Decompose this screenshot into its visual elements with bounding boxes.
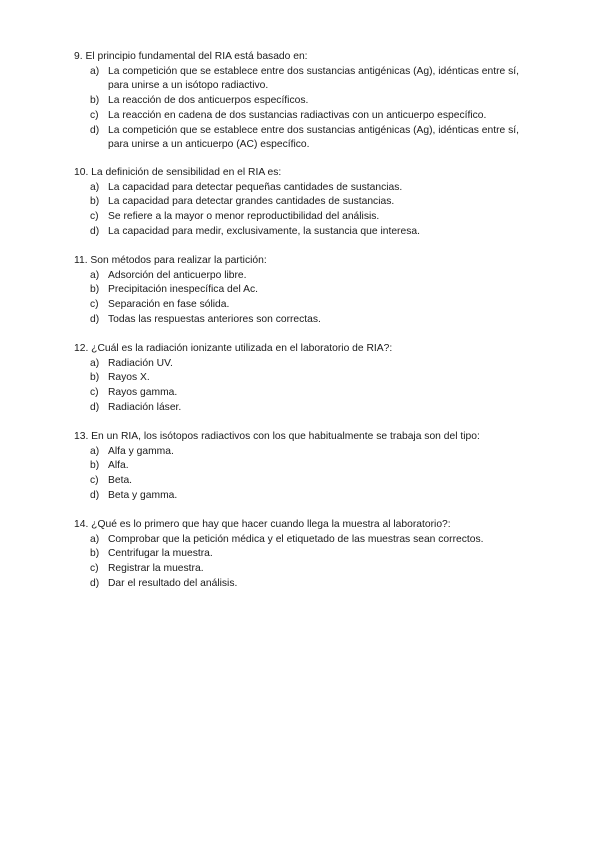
question-stem: 9. El principio fundamental del RIA está basado en: bbox=[74, 51, 308, 62]
option-letter: b) bbox=[90, 284, 100, 296]
option-b bbox=[74, 371, 524, 386]
option-letter: d) bbox=[90, 489, 100, 501]
option-text: Beta y gamma. bbox=[108, 489, 178, 501]
option-text: Se refiere a la mayor o menor reproductibilidad del análisis. bbox=[108, 211, 380, 223]
option-text: La competición que se establece entre dos sustancias antigénicas (Ag), idénticas entre sí, para unirse a un isótopo radiactivo. bbox=[108, 65, 519, 92]
option-letter: c) bbox=[90, 475, 99, 487]
option-letter: c) bbox=[90, 211, 99, 223]
option-letter: a) bbox=[90, 357, 100, 369]
option-letter: d) bbox=[90, 313, 100, 325]
option-a bbox=[74, 65, 524, 94]
option-a bbox=[74, 445, 524, 460]
option-text: La competición que se establece entre dos sustancias antigénicas (Ag), idénticas entre sí, para unirse a un anticuerpo (AC) específico. bbox=[108, 124, 519, 151]
option-b bbox=[74, 94, 524, 109]
option-letter: d) bbox=[90, 225, 100, 237]
option-c bbox=[74, 562, 524, 577]
option-letter: d) bbox=[90, 124, 100, 136]
option-a bbox=[74, 181, 524, 196]
option-text: Alfa. bbox=[108, 460, 129, 472]
option-text: Registrar la muestra. bbox=[108, 563, 204, 575]
question-11 bbox=[74, 254, 524, 328]
option-text: Alfa y gamma. bbox=[108, 445, 174, 457]
option-b bbox=[74, 195, 524, 210]
option-letter: b) bbox=[90, 548, 100, 560]
option-c bbox=[74, 109, 524, 124]
option-letter: a) bbox=[90, 445, 100, 457]
options-list bbox=[74, 357, 524, 416]
option-letter: b) bbox=[90, 460, 100, 472]
option-letter: b) bbox=[90, 372, 100, 384]
option-letter: a) bbox=[90, 269, 100, 281]
option-text: Precipitación inespecífica del Ac. bbox=[108, 284, 258, 296]
option-text: Beta. bbox=[108, 475, 133, 487]
option-b bbox=[74, 547, 524, 562]
option-a bbox=[74, 269, 524, 284]
question-12 bbox=[74, 342, 524, 416]
option-d bbox=[74, 489, 524, 504]
options-list bbox=[74, 533, 524, 592]
option-d bbox=[74, 124, 524, 153]
option-c bbox=[74, 474, 524, 489]
option-text: Comprobar que la petición médica y el etiquetado de las muestras sean correctos. bbox=[108, 533, 484, 545]
option-c bbox=[74, 298, 524, 313]
option-d bbox=[74, 225, 524, 240]
option-text: Adsorción del anticuerpo libre. bbox=[108, 269, 247, 281]
option-text: La capacidad para detectar pequeñas cantidades de sustancias. bbox=[108, 181, 403, 193]
option-d bbox=[74, 313, 524, 328]
options-list bbox=[74, 65, 524, 153]
question-stem: 12. ¿Cuál es la radiación ionizante utilizada en el laboratorio de RIA?: bbox=[74, 343, 393, 354]
option-text: Radiación láser. bbox=[108, 401, 182, 413]
option-text: Separación en fase sólida. bbox=[108, 299, 230, 311]
question-9 bbox=[74, 50, 524, 153]
question-14 bbox=[74, 518, 524, 592]
option-text: La reacción de dos anticuerpos específicos. bbox=[108, 95, 309, 107]
question-10 bbox=[74, 166, 524, 240]
question-stem: 10. La definición de sensibilidad en el RIA es: bbox=[74, 167, 282, 178]
option-letter: d) bbox=[90, 577, 100, 589]
option-text: Dar el resultado del análisis. bbox=[108, 577, 238, 589]
option-letter: a) bbox=[90, 533, 100, 545]
option-letter: d) bbox=[90, 401, 100, 413]
option-text: La capacidad para detectar grandes cantidades de sustancias. bbox=[108, 196, 395, 208]
option-c bbox=[74, 210, 524, 225]
option-letter: c) bbox=[90, 109, 99, 121]
option-text: Todas las respuestas anteriores son correctas. bbox=[108, 313, 321, 325]
options-list bbox=[74, 269, 524, 328]
option-text: La reacción en cadena de dos sustancias radiactivas con un anticuerpo específico. bbox=[108, 109, 487, 121]
option-letter: a) bbox=[90, 181, 100, 193]
option-d bbox=[74, 401, 524, 416]
question-stem: 11. Son métodos para realizar la partición: bbox=[74, 255, 267, 266]
option-text: Rayos X. bbox=[108, 372, 150, 384]
question-13 bbox=[74, 430, 524, 504]
option-letter: c) bbox=[90, 563, 99, 575]
option-letter: a) bbox=[90, 65, 100, 77]
option-d bbox=[74, 577, 524, 592]
options-list bbox=[74, 445, 524, 504]
option-b bbox=[74, 283, 524, 298]
option-text: Radiación UV. bbox=[108, 357, 173, 369]
option-letter: c) bbox=[90, 387, 99, 399]
option-a bbox=[74, 533, 524, 548]
options-list bbox=[74, 181, 524, 240]
question-stem: 14. ¿Qué es lo primero que hay que hacer cuando llega la muestra al laboratorio?: bbox=[74, 519, 451, 530]
question-stem: 13. En un RIA, los isótopos radiactivos con los que habitualmente se trabaja son del tipo: bbox=[74, 431, 480, 442]
option-letter: c) bbox=[90, 299, 99, 311]
option-letter: b) bbox=[90, 95, 100, 107]
option-c bbox=[74, 386, 524, 401]
option-b bbox=[74, 459, 524, 474]
option-text: Rayos gamma. bbox=[108, 387, 178, 399]
option-text: Centrifugar la muestra. bbox=[108, 548, 213, 560]
option-letter: b) bbox=[90, 196, 100, 208]
option-a bbox=[74, 357, 524, 372]
option-text: La capacidad para medir, exclusivamente, la sustancia que interesa. bbox=[108, 225, 420, 237]
